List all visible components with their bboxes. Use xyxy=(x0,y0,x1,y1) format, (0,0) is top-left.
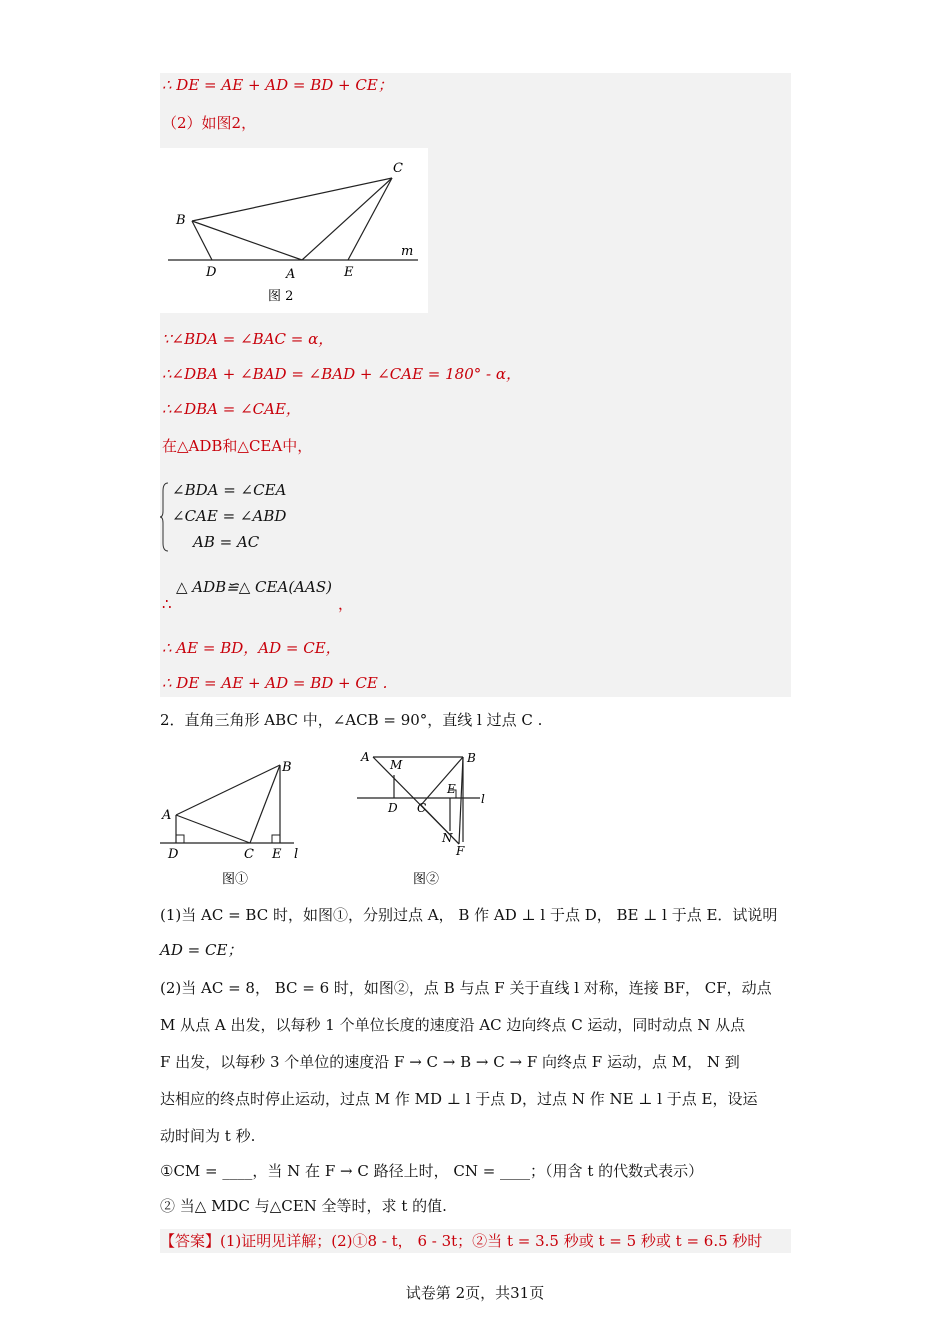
fig2p-label-a: A xyxy=(361,750,370,764)
solution-line-6: 在△ADB和△CEA中， xyxy=(162,437,313,455)
fig1-label-b: B xyxy=(282,760,292,775)
system-brace xyxy=(160,481,170,553)
fig1-caption: 图① xyxy=(222,872,249,885)
answer-tag: 【答案】 xyxy=(160,1232,221,1250)
figure-2-problem xyxy=(355,745,500,887)
figure-1 xyxy=(158,745,308,885)
solution-line-9: ∴ DE = AE + AD = BD + CE . xyxy=(162,674,388,692)
fig2p-label-e: E xyxy=(447,782,456,796)
fig1-label-e: E xyxy=(272,847,282,862)
problem-part2-b: M 从点 A 出发，以每秒 1 个单位长度的速度沿 AC 边向终点 C 运动，同时动点 N 从点 xyxy=(160,1016,746,1034)
solution-line-5: ∴∠DBA = ∠CAE， xyxy=(162,400,301,418)
fig1-label-a: A xyxy=(162,808,172,823)
answer-text: (1)证明见详解；(2)①8 - t， 6 - 3t；②当 t = 3.5 秒或 t = 5 秒或 t = 6.5 秒时 xyxy=(220,1232,763,1250)
solution-line-1: ∴ DE = AE + AD = BD + CE； xyxy=(162,76,393,94)
fig2-caption: 图 2 xyxy=(268,289,294,304)
fig2p-label-d: D xyxy=(388,801,398,815)
problem-part3: ①CM = ____，当 N 在 F → C 路径上时， CN = ____；（用含 t 的代数式表示） xyxy=(160,1162,704,1180)
fig2-label-c: C xyxy=(393,161,403,176)
problem-part4: ② 当△ MDC 与△CEN 全等时，求 t 的值. xyxy=(160,1197,447,1215)
fig2-label-e: E xyxy=(344,265,354,280)
fig2p-label-c: C xyxy=(417,801,427,815)
problem-part2-e: 动时间为 t 秒. xyxy=(160,1127,256,1145)
problem-part2-a: (2)当 AC = 8， BC = 6 时，如图②，点 B 与点 F 关于直线 l 对称，连接 BF， CF，动点 xyxy=(160,979,772,997)
fig2-label-a: A xyxy=(286,267,296,282)
fig1-label-l: l xyxy=(294,847,299,862)
solution-line-7-therefore: ∴ xyxy=(162,595,172,613)
fig2p-label-l: l xyxy=(481,792,485,806)
answer-bar xyxy=(160,1229,791,1253)
problem-part2-d: 达相应的终点时停止运动，过点 M 作 MD ⊥ l 于点 D，过点 N 作 NE ⊥ l 于点 E，设运 xyxy=(160,1090,758,1108)
fig2p-label-n: N xyxy=(442,831,453,845)
solution-line-4: ∴∠DBA + ∠BAD = ∠BAD + ∠CAE = 180° - α， xyxy=(162,365,522,383)
fig2-label-d: D xyxy=(206,265,217,280)
solution-line-7-congruence: △ ADB≌△ CEA(AAS) xyxy=(176,578,332,596)
figure-2 xyxy=(160,148,428,313)
system-line-1: ∠BDA = ∠CEA xyxy=(172,481,287,499)
fig2p-label-m: M xyxy=(390,758,403,772)
fig1-label-d: D xyxy=(168,847,179,862)
solution-line-3: ∵∠BDA = ∠BAC = α， xyxy=(162,330,334,348)
problem-part2-c: F 出发，以每秒 3 个单位的速度沿 F → C → B → C → F 向终点 F 运动，点 M， N 到 xyxy=(160,1053,740,1071)
page-footer: 试卷第 2页，共31页 xyxy=(405,1284,545,1302)
solution-line-8: ∴ AE = BD，AD = CE， xyxy=(162,639,341,657)
fig2-label-b: B xyxy=(176,213,186,228)
fig2p-label-b: B xyxy=(467,751,476,765)
fig1-label-c: C xyxy=(244,847,254,862)
solution-line-2: （2）如图2， xyxy=(162,114,257,132)
system-line-2: ∠CAE = ∠ABD xyxy=(172,507,287,525)
problem-part1-b: AD = CE； xyxy=(160,941,243,959)
problem-part1-a: (1)当 AC = BC 时，如图①，分别过点 A， B 作 AD ⊥ l 于点 D， BE ⊥ l 于点 E．试说明 xyxy=(160,906,778,924)
fig2p-caption: 图② xyxy=(413,872,440,887)
fig2-label-m: m xyxy=(401,244,414,259)
fig2p-label-f: F xyxy=(456,844,465,858)
problem-title: 2．直角三角形 ABC 中，∠ACB = 90°，直线 l 过点 C . xyxy=(160,711,543,729)
system-line-3: AB = AC xyxy=(193,533,260,551)
solution-line-7-comma: ， xyxy=(338,595,354,613)
